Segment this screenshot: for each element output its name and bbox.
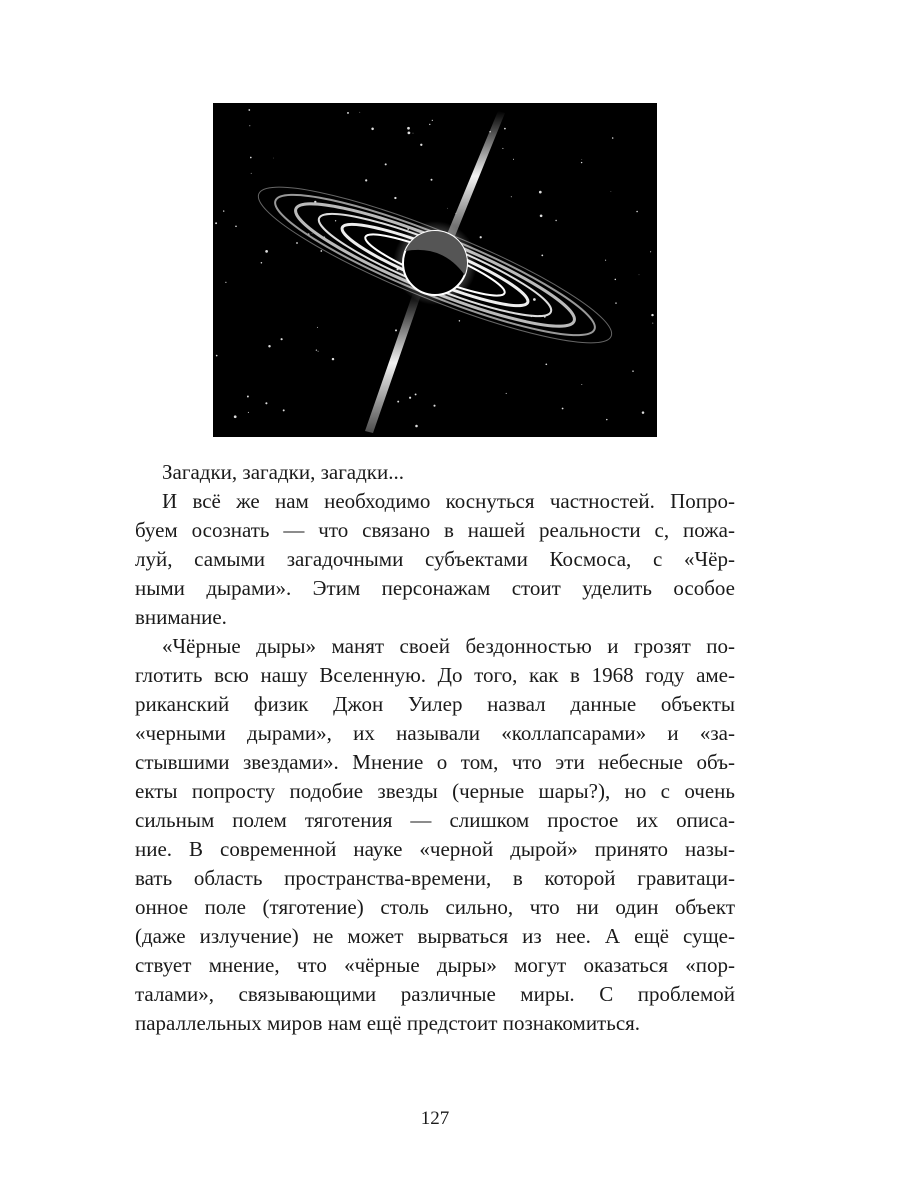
body-text [135,458,735,1038]
star [615,302,616,303]
star [251,173,252,174]
star [317,327,318,328]
star [265,402,267,404]
text-line: луй, самыми загадочными субъектами Космоса, с «Чёр- [135,547,735,571]
text-line: И всё же нам необходимо коснуться частностей. Попро- [162,489,735,513]
star [273,158,274,159]
text-line: «черными дырами», их называли «коллапсарами» и «за- [135,721,735,745]
star [312,233,313,234]
text-line: талами», связывающими различные миры. С проблемой [135,982,735,1006]
star [223,210,224,211]
star [431,179,433,181]
star [581,384,582,385]
text-line: глотить всю нашу Вселенную. До того, как в 1968 году аме- [135,663,735,687]
star [395,329,397,331]
star [650,251,651,252]
text-line: параллельных миров нам ещё предстоит познакомиться. [135,1011,641,1035]
star [397,401,399,403]
star [265,250,268,253]
star [447,208,448,209]
text-line: риканский физик Джон Уилер назвал данные объекты [135,692,735,716]
star [615,279,617,281]
star [433,405,435,407]
text-line: «Чёрные дыры» манят своей бездонностью и грозят по- [162,634,735,658]
star [415,425,418,428]
star [480,236,482,238]
text-line: ние. В современной науке «черной дырой» принято назы- [135,837,735,861]
star [385,163,387,165]
star [235,225,237,227]
star [248,412,249,413]
star [511,196,512,197]
star [371,128,374,131]
black-hole-illustration [213,103,657,437]
star [247,396,249,398]
text-line: (даже излучение) не может вырваться из нее. А ещё суще- [135,924,735,948]
star [248,109,250,111]
star [581,159,582,160]
star [347,112,349,114]
page-number: 127 [420,1108,450,1129]
star [359,112,360,113]
star [261,262,263,264]
star [332,358,334,360]
star [506,393,507,394]
star [415,393,417,395]
star [234,415,237,418]
star [408,132,411,135]
text-line: Загадки, загадки, загадки... [162,460,405,484]
star [316,349,317,350]
text-line: онное поле (тяготение) столь сильно, что ни один объект [135,895,735,919]
star [612,137,614,139]
star [504,128,506,130]
text-line: вать область пространства-времени, в которой гравитаци- [135,866,735,890]
star [335,220,336,221]
star [581,162,582,163]
star [318,351,319,352]
star [296,242,298,244]
star [225,282,226,283]
star [513,159,514,160]
star [642,411,645,414]
star [606,419,607,420]
star [249,125,250,126]
star [540,214,543,217]
star [611,191,612,192]
text-line: екты попросту подобие звезды (черные шары?), но с очень [135,779,735,803]
star [429,124,430,125]
star [215,222,217,224]
star [394,197,396,199]
star [632,370,634,372]
star [365,179,367,181]
text-line: ствует мнение, что «чёрные дыры» могут оказаться «пор- [135,953,735,977]
star [539,191,542,194]
text-line: ными дырами». Этим персонажам стоит уделить особое [135,576,735,600]
star [409,397,411,399]
text-line: внимание. [135,605,227,629]
star [216,355,218,357]
text-line: стывшими звездами». Мнение о том, что эти небесные объ- [135,750,735,774]
text-line: сильным полем тяготения — слишком простое их описа- [135,808,735,832]
star [432,120,433,121]
star [320,250,322,252]
star [250,157,252,159]
star [413,133,414,134]
star [268,345,270,347]
star [541,254,543,256]
star [605,260,606,261]
star [562,408,564,410]
star [555,220,556,221]
star [459,320,460,321]
star [502,148,503,149]
star [651,314,653,316]
star [283,409,285,411]
star [407,127,410,130]
star [652,323,653,324]
star [533,298,536,301]
text-line: буем осознать — что связано в нашей реальности с, пожа- [135,518,735,542]
star [281,338,283,340]
star [545,363,547,365]
star [420,144,422,146]
star [639,274,640,275]
star [636,211,638,213]
